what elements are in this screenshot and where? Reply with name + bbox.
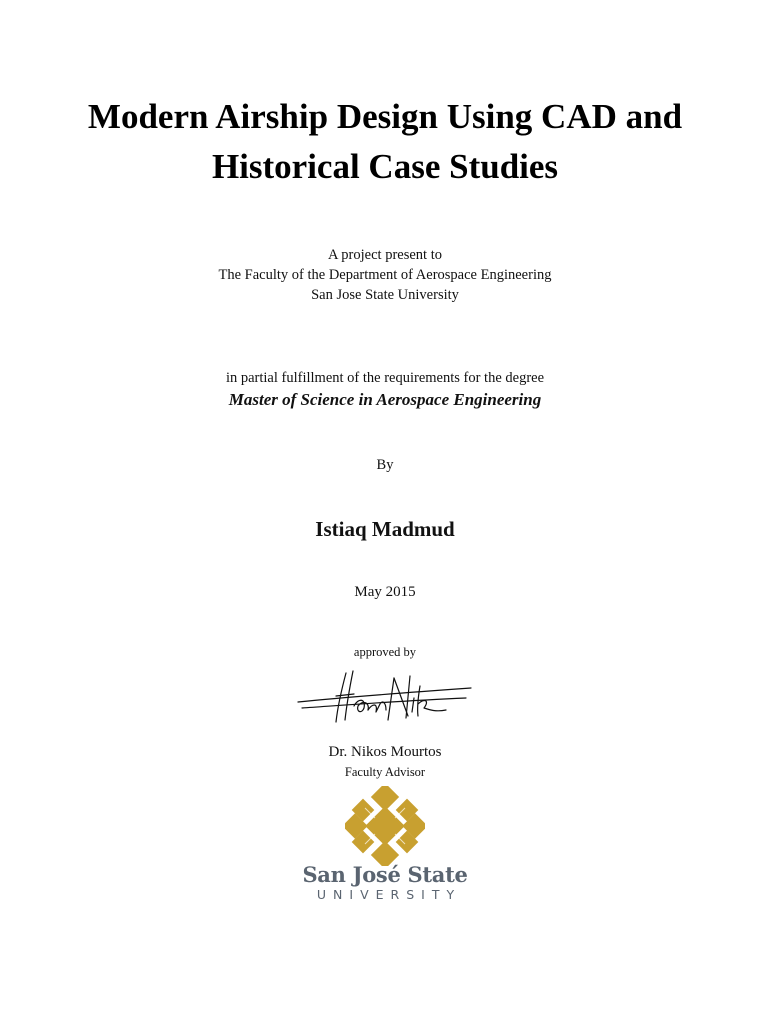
by-text: By bbox=[376, 457, 394, 473]
presentation-block bbox=[0, 245, 770, 305]
fulfillment-text: in partial fulfillment of the requirements for the degree bbox=[225, 370, 545, 386]
logo-university-name: San José State bbox=[302, 862, 468, 887]
logo-university-subtitle: UNIVERSITY bbox=[316, 887, 462, 902]
title-line-1: Modern Airship Design Using CAD and bbox=[87, 97, 683, 136]
university-seal-icon bbox=[345, 786, 425, 866]
date-text: May 2015 bbox=[354, 584, 416, 600]
author-name: Istiaq Madmud bbox=[315, 517, 455, 541]
advisor-name: Dr. Nikos Mourtos bbox=[328, 744, 442, 760]
faculty-text: The Faculty of the Department of Aerospace Engineering bbox=[218, 267, 552, 283]
presented-to-text: A project present to bbox=[328, 247, 442, 263]
approved-by-text: approved by bbox=[353, 645, 417, 659]
degree-title: Master of Science in Aerospace Engineering bbox=[228, 390, 542, 409]
advisor-role: Faculty Advisor bbox=[344, 765, 426, 779]
title-line-2: Historical Case Studies bbox=[211, 147, 559, 186]
document-title bbox=[0, 92, 770, 192]
signature-image bbox=[296, 668, 476, 726]
university-text: San Jose State University bbox=[311, 287, 459, 303]
